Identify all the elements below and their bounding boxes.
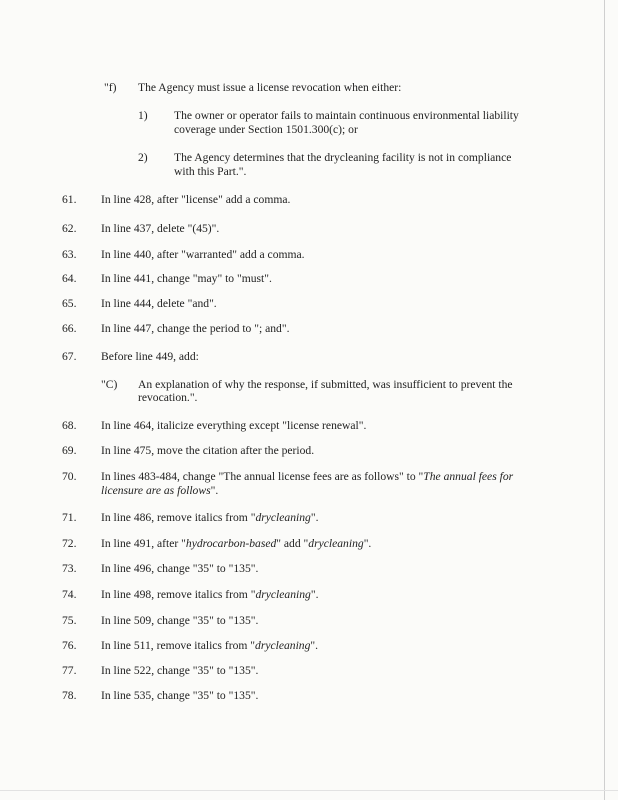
item-text: In line 535, change "35" to "135". [101, 689, 259, 702]
item-text: In line 440, after "warranted" add a comma. [101, 248, 305, 261]
subclause-1-line1: The owner or operator fails to maintain continuous environmental liability [174, 109, 519, 122]
item-text-part: ". [210, 484, 219, 497]
subclause-2-line2: with this Part.". [174, 165, 247, 178]
item-text: In line 475, move the citation after the period. [101, 444, 315, 457]
item-number: 71. [62, 511, 77, 524]
item-text-part: ". [310, 511, 319, 524]
item-text: In line 428, after "license" add a comma. [101, 193, 291, 206]
item-text-line1 [101, 470, 513, 484]
item-number: 61. [62, 193, 77, 206]
item-text-part: ". [363, 537, 372, 550]
item-text: In line 441, change "may" to "must". [101, 272, 272, 285]
item-number: 66. [62, 322, 77, 335]
item-text-part: In line 491, after " [101, 537, 186, 550]
item-italic-part: licensure are as follows [101, 484, 211, 497]
item-italic-part: drycleaning [255, 639, 311, 652]
item-number: 78. [62, 689, 77, 702]
item-text: In line 447, change the period to "; and". [101, 322, 290, 335]
item-number: 75. [62, 614, 77, 627]
item-text-part: " add " [276, 537, 309, 550]
item-number: 74. [62, 588, 77, 601]
item-text: In line 509, change "35" to "135". [101, 614, 259, 627]
subclause-2-line1: The Agency determines that the drycleaning facility is not in compliance [174, 151, 512, 164]
item-number: 63. [62, 248, 77, 261]
clause-f-text: The Agency must issue a license revocation when either: [138, 81, 402, 94]
item-text-line2 [101, 484, 218, 498]
item-italic-part: hydrocarbon-based [185, 537, 277, 550]
item-text: Before line 449, add: [101, 350, 199, 363]
subclause-2-label: 2) [138, 151, 148, 164]
clause-f-label: "f) [104, 81, 117, 94]
item-text [101, 639, 318, 653]
item-text [101, 511, 318, 525]
scan-edge-line [604, 0, 605, 800]
item-text-part: In line 486, remove italics from " [101, 511, 256, 524]
item-text-part: In lines 483-484, change "The annual license fees are as follows" to " [101, 470, 424, 483]
item-number: 76. [62, 639, 77, 652]
item-number: 68. [62, 419, 77, 432]
item-number: 77. [62, 664, 77, 677]
subclause-1-line2: coverage under Section 1501.300(c); or [174, 123, 358, 136]
clause-c-label: "C) [101, 378, 118, 391]
item-number: 73. [62, 562, 77, 575]
item-italic-part: drycleaning [255, 511, 311, 524]
item-number: 65. [62, 297, 77, 310]
item-text: In line 464, italicize everything except "license renewal". [101, 419, 367, 432]
item-text [101, 537, 371, 551]
item-text: In line 522, change "35" to "135". [101, 664, 259, 677]
subclause-1-label: 1) [138, 109, 148, 122]
item-text: In line 444, delete "and". [101, 297, 217, 310]
item-text: In line 496, change "35" to "135". [101, 562, 259, 575]
item-number: 69. [62, 444, 77, 457]
item-text: In line 437, delete "(45)". [101, 222, 220, 235]
clause-c-line2: revocation.". [138, 391, 198, 404]
item-text-part: In line 511, remove italics from " [101, 639, 256, 652]
item-text-part: ". [310, 588, 319, 601]
item-text-part: ". [310, 639, 319, 652]
item-italic-part: The annual fees for [423, 470, 514, 483]
item-text-part: In line 498, remove italics from " [101, 588, 256, 601]
item-italic-part: drycleaning [308, 537, 364, 550]
item-text [101, 588, 318, 602]
scan-bottom-line [0, 790, 618, 791]
item-number: 67. [62, 350, 77, 363]
clause-c-line1: An explanation of why the response, if submitted, was insufficient to prevent the [138, 378, 513, 391]
item-number: 62. [62, 222, 77, 235]
item-number: 72. [62, 537, 77, 550]
item-number: 64. [62, 272, 77, 285]
item-italic-part: drycleaning [255, 588, 311, 601]
item-number: 70. [62, 470, 77, 483]
